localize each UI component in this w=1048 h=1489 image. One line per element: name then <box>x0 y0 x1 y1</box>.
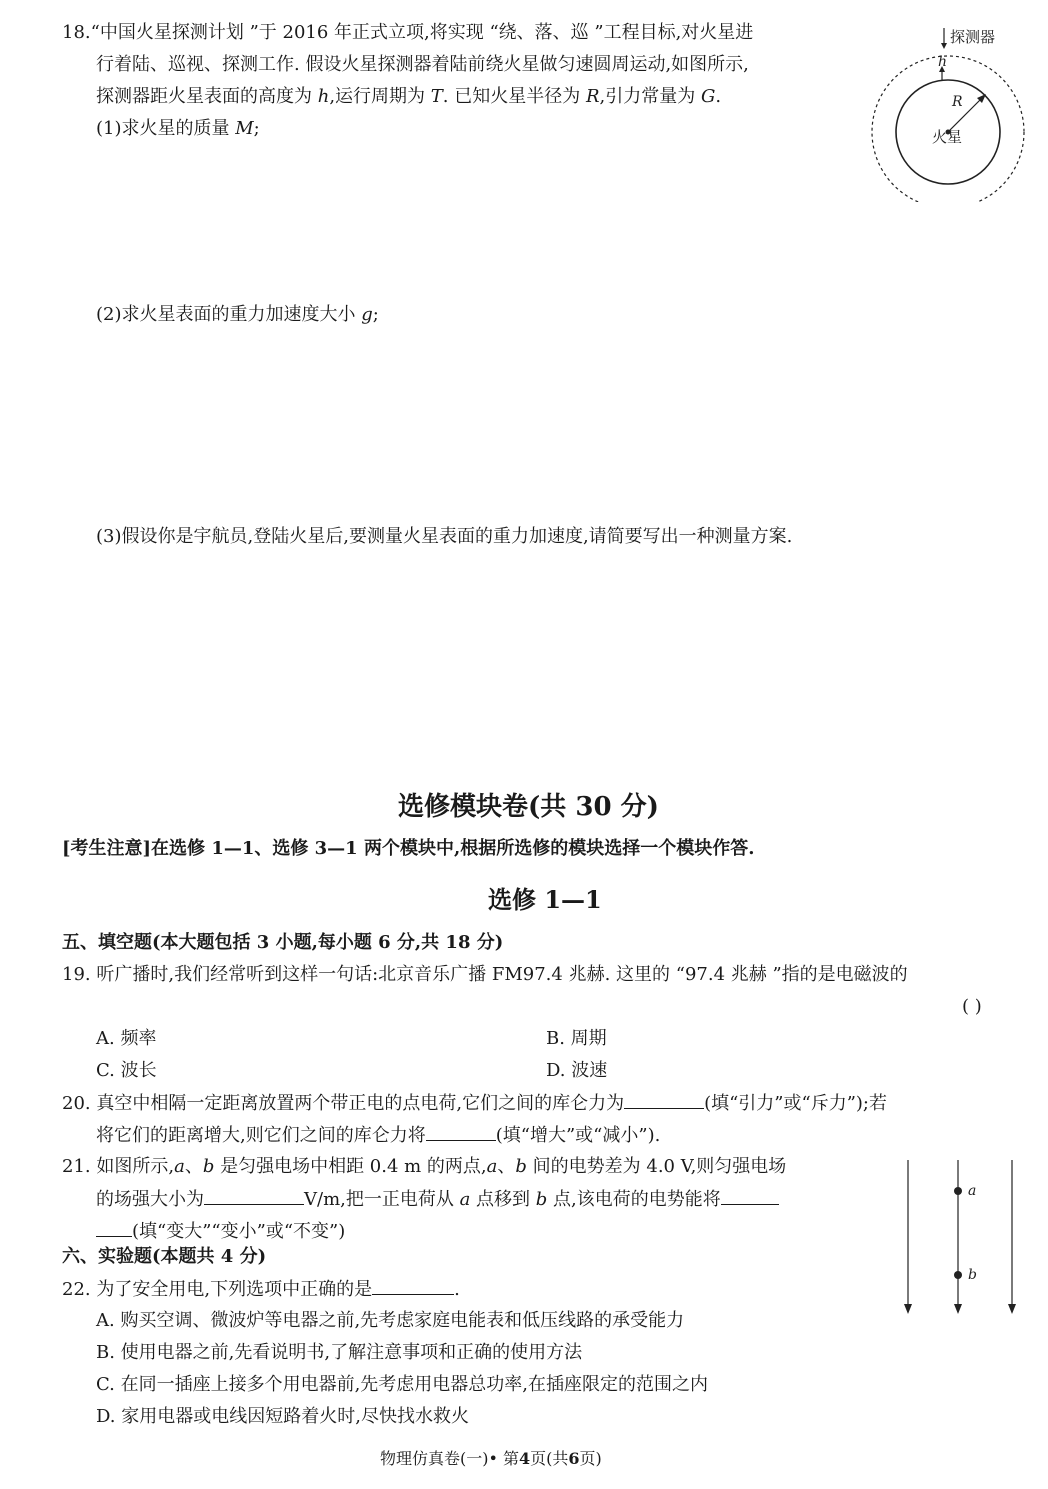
q22-option-a: A. 购买空调、微波炉等电器之前,先考虑家庭电能表和低压线路的承受能力 <box>96 1310 685 1331</box>
q22-blank[interactable] <box>372 1276 454 1295</box>
q21-line1-text: 21. 如图所示, <box>62 1156 175 1177</box>
q18-sub1-text: (1)求火星的质量 <box>96 118 236 139</box>
probe-arrowhead <box>941 43 947 49</box>
q18-sub2-text: (2)求火星表面的重力加速度大小 <box>96 304 362 325</box>
point-a-dot <box>954 1187 962 1195</box>
notice-bracket: [考生注意] <box>62 838 152 859</box>
var-g: g <box>361 304 373 325</box>
var-T: T <box>430 86 443 107</box>
q22-option-c: C. 在同一插座上接多个用电器前,先考虑用电器总功率,在插座限定的范围之内 <box>96 1374 709 1395</box>
q20-line2 <box>96 1122 660 1149</box>
footer-mid: 页(共 <box>530 1449 569 1468</box>
q21-sep-1: 、 <box>184 1156 203 1177</box>
q21-line2-mid: V/m,把一正电荷从 <box>304 1189 460 1210</box>
q19-option-b: B. 周期 <box>546 1028 607 1049</box>
module-title: 选修模块卷(共 30 分) <box>398 792 659 822</box>
q19-option-a: A. 频率 <box>96 1028 157 1049</box>
q21-line2-mid2: 点移到 <box>470 1189 536 1210</box>
q21-line3 <box>96 1218 345 1245</box>
q18-line1-text: “中国火星探测计划 ”于 2016 年正式立项,将实现 “绕、落、巡 ”工程目标,对火星进 <box>90 22 754 43</box>
module-notice <box>62 836 754 862</box>
q18-line1 <box>62 20 753 46</box>
var-b-3: b <box>535 1189 548 1210</box>
q20-line2-text: 将它们的距离增大,则它们之间的库仑力将 <box>96 1125 426 1146</box>
mars-orbit-figure <box>862 22 1042 202</box>
var-a: a <box>174 1156 185 1177</box>
point-b-dot <box>954 1271 962 1279</box>
footer-suffix: 页) <box>579 1449 602 1468</box>
var-R: R <box>585 86 600 107</box>
q22-option-b: B. 使用电器之前,先看说明书,了解注意事项和正确的使用方法 <box>96 1342 583 1363</box>
point-a-label: a <box>968 1183 977 1199</box>
q20-line1-text: 20. 真空中相隔一定距离放置两个带正电的点电荷,它们之间的库仑力为 <box>62 1093 625 1114</box>
q22-stem-end: . <box>454 1279 460 1300</box>
q18-sub1 <box>96 116 260 142</box>
q21-line1-mid: 是匀强电场中相距 0.4 m 的两点, <box>214 1156 487 1177</box>
q18-sub3: (3)假设你是宇航员,登陆火星后,要测量火星表面的重力加速度,请简要写出一种测量方案. <box>96 526 793 547</box>
electric-field-figure <box>892 1158 1032 1322</box>
var-M: M <box>235 118 254 139</box>
q18-line3 <box>96 84 721 110</box>
q18-sub1-end: ; <box>253 118 260 139</box>
q18-line3-part-e: . <box>715 86 722 107</box>
q21-line3-hint: (填“变大”“变小”或“不变”) <box>132 1221 346 1242</box>
q21-line1-end: 间的电势差为 4.0 V,则匀强电场 <box>526 1156 787 1177</box>
q18-line3-part-c: . 已知火星半径为 <box>442 86 586 107</box>
mars-label: 火星 <box>932 128 963 146</box>
q20-line2-hint: (填“增大”或“减小”). <box>495 1125 661 1146</box>
q21-sep-2: 、 <box>497 1156 516 1177</box>
q19-option-c: C. 波长 <box>96 1060 157 1081</box>
var-h: h <box>317 86 330 107</box>
var-a-2: a <box>486 1156 498 1177</box>
var-b: b <box>202 1156 215 1177</box>
q18-number: 18. <box>62 22 91 43</box>
point-b-label: b <box>968 1267 977 1283</box>
q19-option-d: D. 波速 <box>546 1060 608 1081</box>
q20-blank-1[interactable] <box>624 1090 704 1109</box>
footer-total-pages: 6 <box>568 1449 580 1468</box>
q18-line2: 行着陆、巡视、探测工作. 假设火星探测器着陆前绕火星做匀速圆周运动,如图所示, <box>96 54 749 75</box>
page-footer <box>380 1446 602 1472</box>
h-label: h <box>938 54 948 70</box>
q18-line3-part-a: 探测器距火星表面的高度为 <box>96 86 318 107</box>
R-label: R <box>952 94 963 110</box>
q22-option-d: D. 家用电器或电线因短路着火时,尽快找水救火 <box>96 1406 469 1427</box>
var-G: G <box>700 86 716 107</box>
notice-text: 在选修 1—1、选修 3—1 两个模块中,根据所选修的模块选择一个模块作答. <box>151 838 755 859</box>
module-subtitle: 选修 1—1 <box>488 885 602 914</box>
q21-blank-1[interactable] <box>204 1186 304 1205</box>
field-arrow-middle <box>954 1304 962 1314</box>
q20-line1-hint: (填“引力”或“斥力”);若 <box>704 1093 887 1114</box>
q19-stem: 19. 听广播时,我们经常听到这样一句话:北京音乐广播 FM97.4 兆赫. 这里的 “97.4 兆赫 ”指的是电磁波的 <box>62 964 908 985</box>
q18-sub2 <box>96 302 379 328</box>
q21-line2 <box>96 1186 779 1213</box>
q18-line3-part-d: ,引力常量为 <box>599 86 701 107</box>
var-b-2: b <box>515 1156 527 1177</box>
var-a-3: a <box>459 1189 471 1210</box>
q21-line2-text: 的场强大小为 <box>96 1189 204 1210</box>
q20-line1 <box>62 1090 887 1117</box>
field-arrow-left <box>904 1304 912 1314</box>
q19-answer-paren: ( ) <box>962 996 982 1017</box>
footer-prefix: 物理仿真卷(一)• 第 <box>380 1449 520 1468</box>
q22-stem-text: 22. 为了安全用电,下列选项中正确的是 <box>62 1279 373 1300</box>
q21-line1 <box>62 1154 786 1180</box>
section6-title: 六、实验题(本题共 4 分) <box>62 1246 267 1267</box>
probe-label: 探测器 <box>950 28 996 46</box>
section5-title: 五、填空题(本大题包括 3 小题,每小题 6 分,共 18 分) <box>62 932 504 953</box>
q20-blank-2[interactable] <box>426 1122 496 1141</box>
q22-stem <box>62 1276 460 1303</box>
q21-blank-2-end[interactable] <box>96 1218 132 1237</box>
q21-blank-2-start[interactable] <box>721 1186 779 1205</box>
q18-line3-part-b: ,运行周期为 <box>329 86 431 107</box>
q18-sub2-end: ; <box>372 304 379 325</box>
footer-page-number: 4 <box>519 1449 531 1468</box>
q21-line2-end: 点,该电荷的电势能将 <box>547 1189 721 1210</box>
field-arrow-right <box>1008 1304 1016 1314</box>
